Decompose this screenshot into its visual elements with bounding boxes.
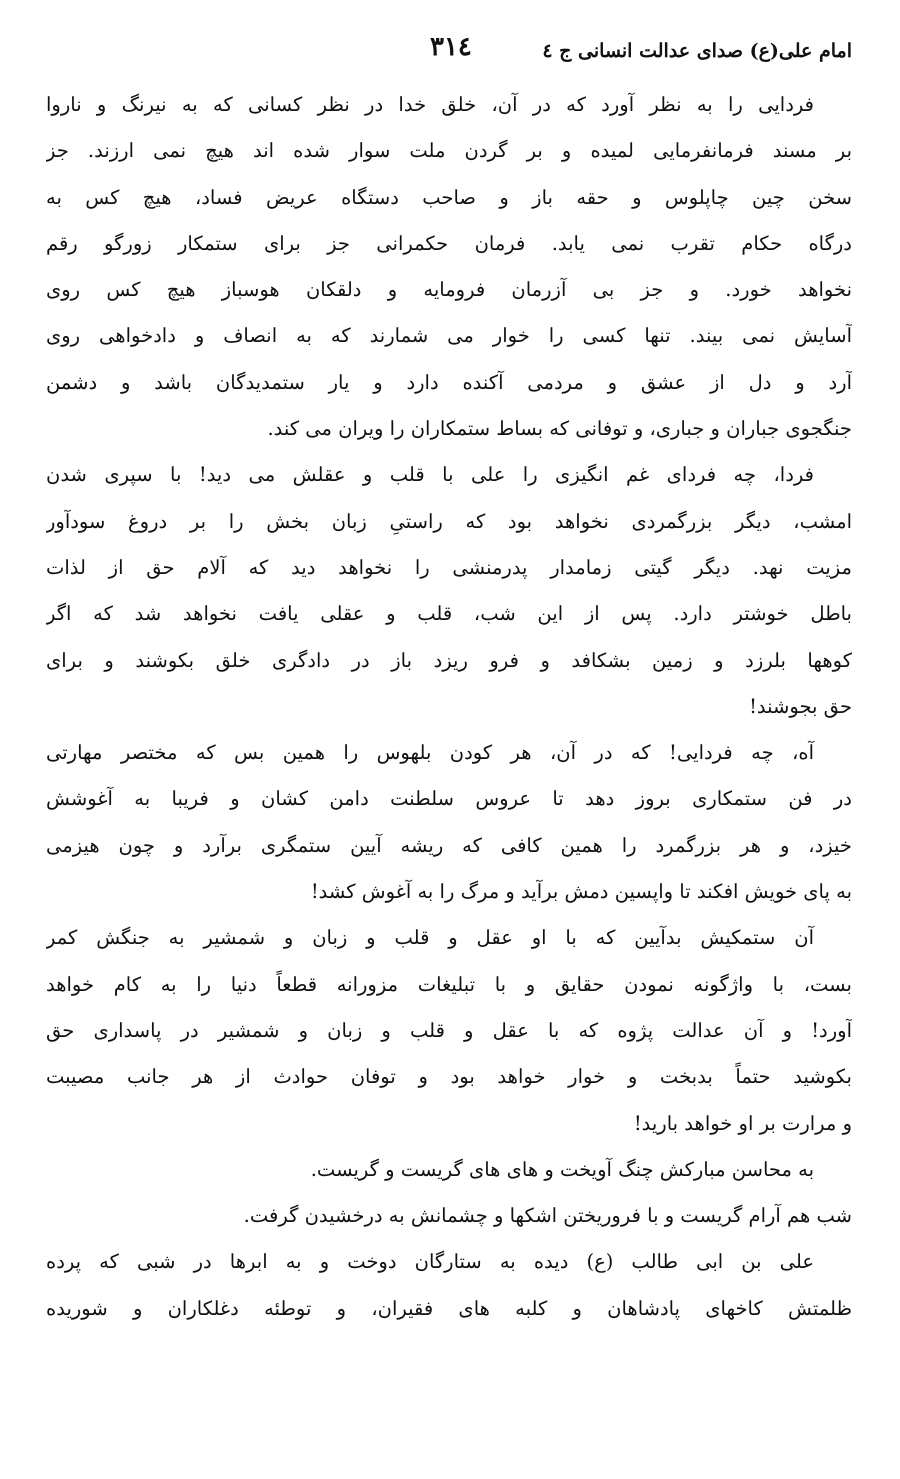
text-line: آرد و دل از عشق و مردمی آکنده دارد و یار ستمدیدگان باشد و دشمن (46, 370, 852, 394)
text-line: درگاه حکام تقرب نمی یابد. فرمان حکمرانی جز برای ستمکار زورگو رقم (46, 231, 852, 255)
text-line: در فن ستمکاری بروز دهد تا عروس سلطنت دامن کشان و فریبا به آغوشش (46, 787, 852, 811)
text-line: آن ستمکیش بدآیین که با او عقل و قلب و زبان و شمشیر به جنگش کمر (46, 926, 814, 950)
text-line: مزیت نهد. دیگر گیتی زمامدار پدرمنشی را نخواهد دید که آلام حق از لذات (46, 555, 852, 579)
text-line: فردا، چه فردای غم انگیزی را علی با قلب و عقلش می دید! با سپری شدن (46, 463, 814, 487)
text-line: سخن چین چاپلوس و حقه باز و صاحب دستگاه عریض فساد، هیچ کس به (46, 185, 852, 209)
text-line: بر مسند فرمانفرمایی لمیده و بر گردن ملت سوار شده اند هیچ نمی ارزند. جز (46, 139, 852, 163)
text-line: به پای خویش افکند تا واپسین دمش برآید و مرگ را به آغوش کشد! (310, 880, 852, 904)
text-line: کوهها بلرزد و زمین بشکافد و فرو ریزد باز در دادگری خلق بکوشند و برای (46, 648, 852, 672)
page-number: ٣١٤ (430, 32, 472, 62)
text-line: بکوشید حتماً بدبخت و خوار خواهد بود و توفان حوادث از هر جانب مصیبت (46, 1065, 852, 1089)
text-line: فردایی را به نظر آورد که در آن، خلق خدا در نظر کسانی که به نیرنگ و ناروا (46, 93, 814, 116)
text-line: باطل خوشتر دارد. پس از این شب، قلب و عقلی یافت نخواهد شد که اگر (46, 602, 852, 626)
running-title: امام علی(ع) صدای عدالت انسانی ج ٤ (542, 40, 852, 62)
text-line: آه، چه فردایی! که در آن، هر کودن بلهوس را همین بس که مختصر مهارتی (46, 741, 814, 765)
text-line: ظلمتش کاخهای پادشاهان و کلبه های فقیران، و توطئه دغلکاران و شوریده (46, 1296, 852, 1320)
text-line: و مرارت بر او خواهد بارید! (633, 1111, 852, 1135)
text-line: امشب، دیگر بزرگمردی نخواهد بود که راستیِ زبان بخش را بر دروغ سودآور (46, 509, 852, 533)
text-line: شب هم آرام گریست و با فروریختن اشکها و چشمانش به درخشیدن گرفت. (243, 1204, 852, 1228)
page-header (40, 32, 852, 72)
text-line: علی بن ابی طالب (ع) دیده به ستارگان دوخت و به ابرها در شبی که پرده (46, 1250, 814, 1274)
body-text (46, 82, 852, 1332)
text-line: حق بجوشند! (749, 694, 852, 718)
text-line: آسایش نمی بیند. تنها کسی را خوار می شمارند که به انصاف و دادخواهی روی (46, 324, 852, 348)
text-line: خیزد، و هر بزرگمرد را همین کافی که ریشه آیین ستمگری برآرد و چون هیزمی (46, 833, 852, 857)
text-line: آورد! و آن عدالت پژوه که با عقل و قلب و زبان و شمشیر در پاسداری حق (46, 1018, 852, 1042)
text-line: بست، با واژگونه نمودن حقایق و با تبلیغات مزورانه قطعاً دنیا را به کام خواهد (46, 972, 852, 996)
text-line: جنگجوی جباران و جباری، و توفانی که بساط ستمکاران را ویران می کند. (267, 417, 852, 441)
text-line: به محاسن مبارکش چنگ آویخت و های های گریست و گریست. (310, 1157, 814, 1181)
text-line: نخواهد خورد. و جز بی آزرمان فرومایه و دلقکان هوسباز هیچ کس روی (46, 278, 852, 302)
